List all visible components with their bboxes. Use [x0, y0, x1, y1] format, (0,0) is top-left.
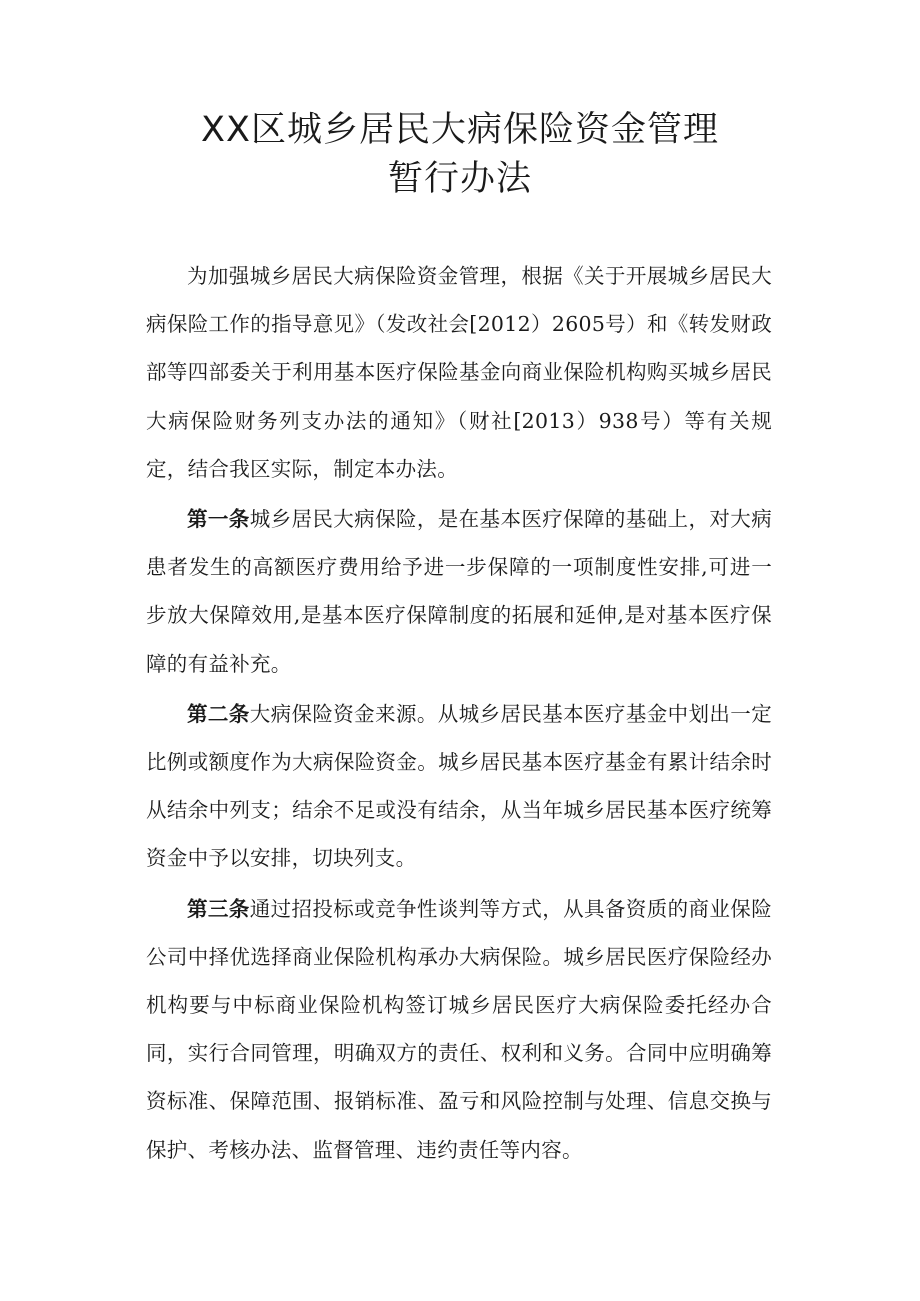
paragraph-article-3: [146, 885, 772, 1174]
paragraph-article-2: [146, 690, 772, 883]
paragraph-preamble: [146, 252, 772, 493]
paragraph-text: 大病保险资金来源。从城乡居民基本医疗基金中划出一定比例或额度作为大病保险资金。城乡居民基本医疗基金有累计结余时从结余中列支；结余不足或没有结余，从当年城乡居民基本医疗统筹资金中予以安排，切块列支。: [146, 701, 773, 871]
article-heading: 第二条: [187, 701, 250, 726]
paragraph-text: 为加强城乡居民大病保险资金管理，根据《关于开展城乡居民大病保险工作的指导意见》（发改社会[2012）2605号）和《转发财政部等四部委关于利用基本医疗保险基金向商业保险机构购买城乡居民大病保险财务列支办法的通知》（财社[2013）938号）等有关规定，结合我区实际，制定本办法。: [146, 264, 772, 481]
paragraph-text: 城乡居民大病保险，是在基本医疗保障的基础上，对大病患者发生的高额医疗费用给予进一步保障的一项制度性安排,可进一步放大保障效用,是基本医疗保障制度的拓展和延伸,是对基本医疗保障的有益补充。: [146, 507, 773, 676]
paragraph-text: 通过招投标或竞争性谈判等方式，从具备资质的商业保险公司中择优选择商业保险机构承办大病保险。城乡居民医疗保险经办机构要与中标商业保险机构签订城乡居民医疗大病保险委托经办合同，实行合同管理，明确双方的责任、权利和义务。合同中应明确筹资标准、保障范围、报销标准、盈亏和风险控制与处理、信息交换与保护、考核办法、监督管理、违约责任等内容。: [146, 896, 773, 1162]
document-title-line2: 暂行办法: [387, 159, 532, 199]
article-heading: 第一条: [187, 507, 250, 532]
document-body: [146, 252, 772, 1176]
paragraph-article-1: [146, 495, 772, 688]
article-heading: 第三条: [187, 896, 250, 921]
document-title-line1: XX区城乡居民大病保险资金管理: [201, 110, 719, 150]
